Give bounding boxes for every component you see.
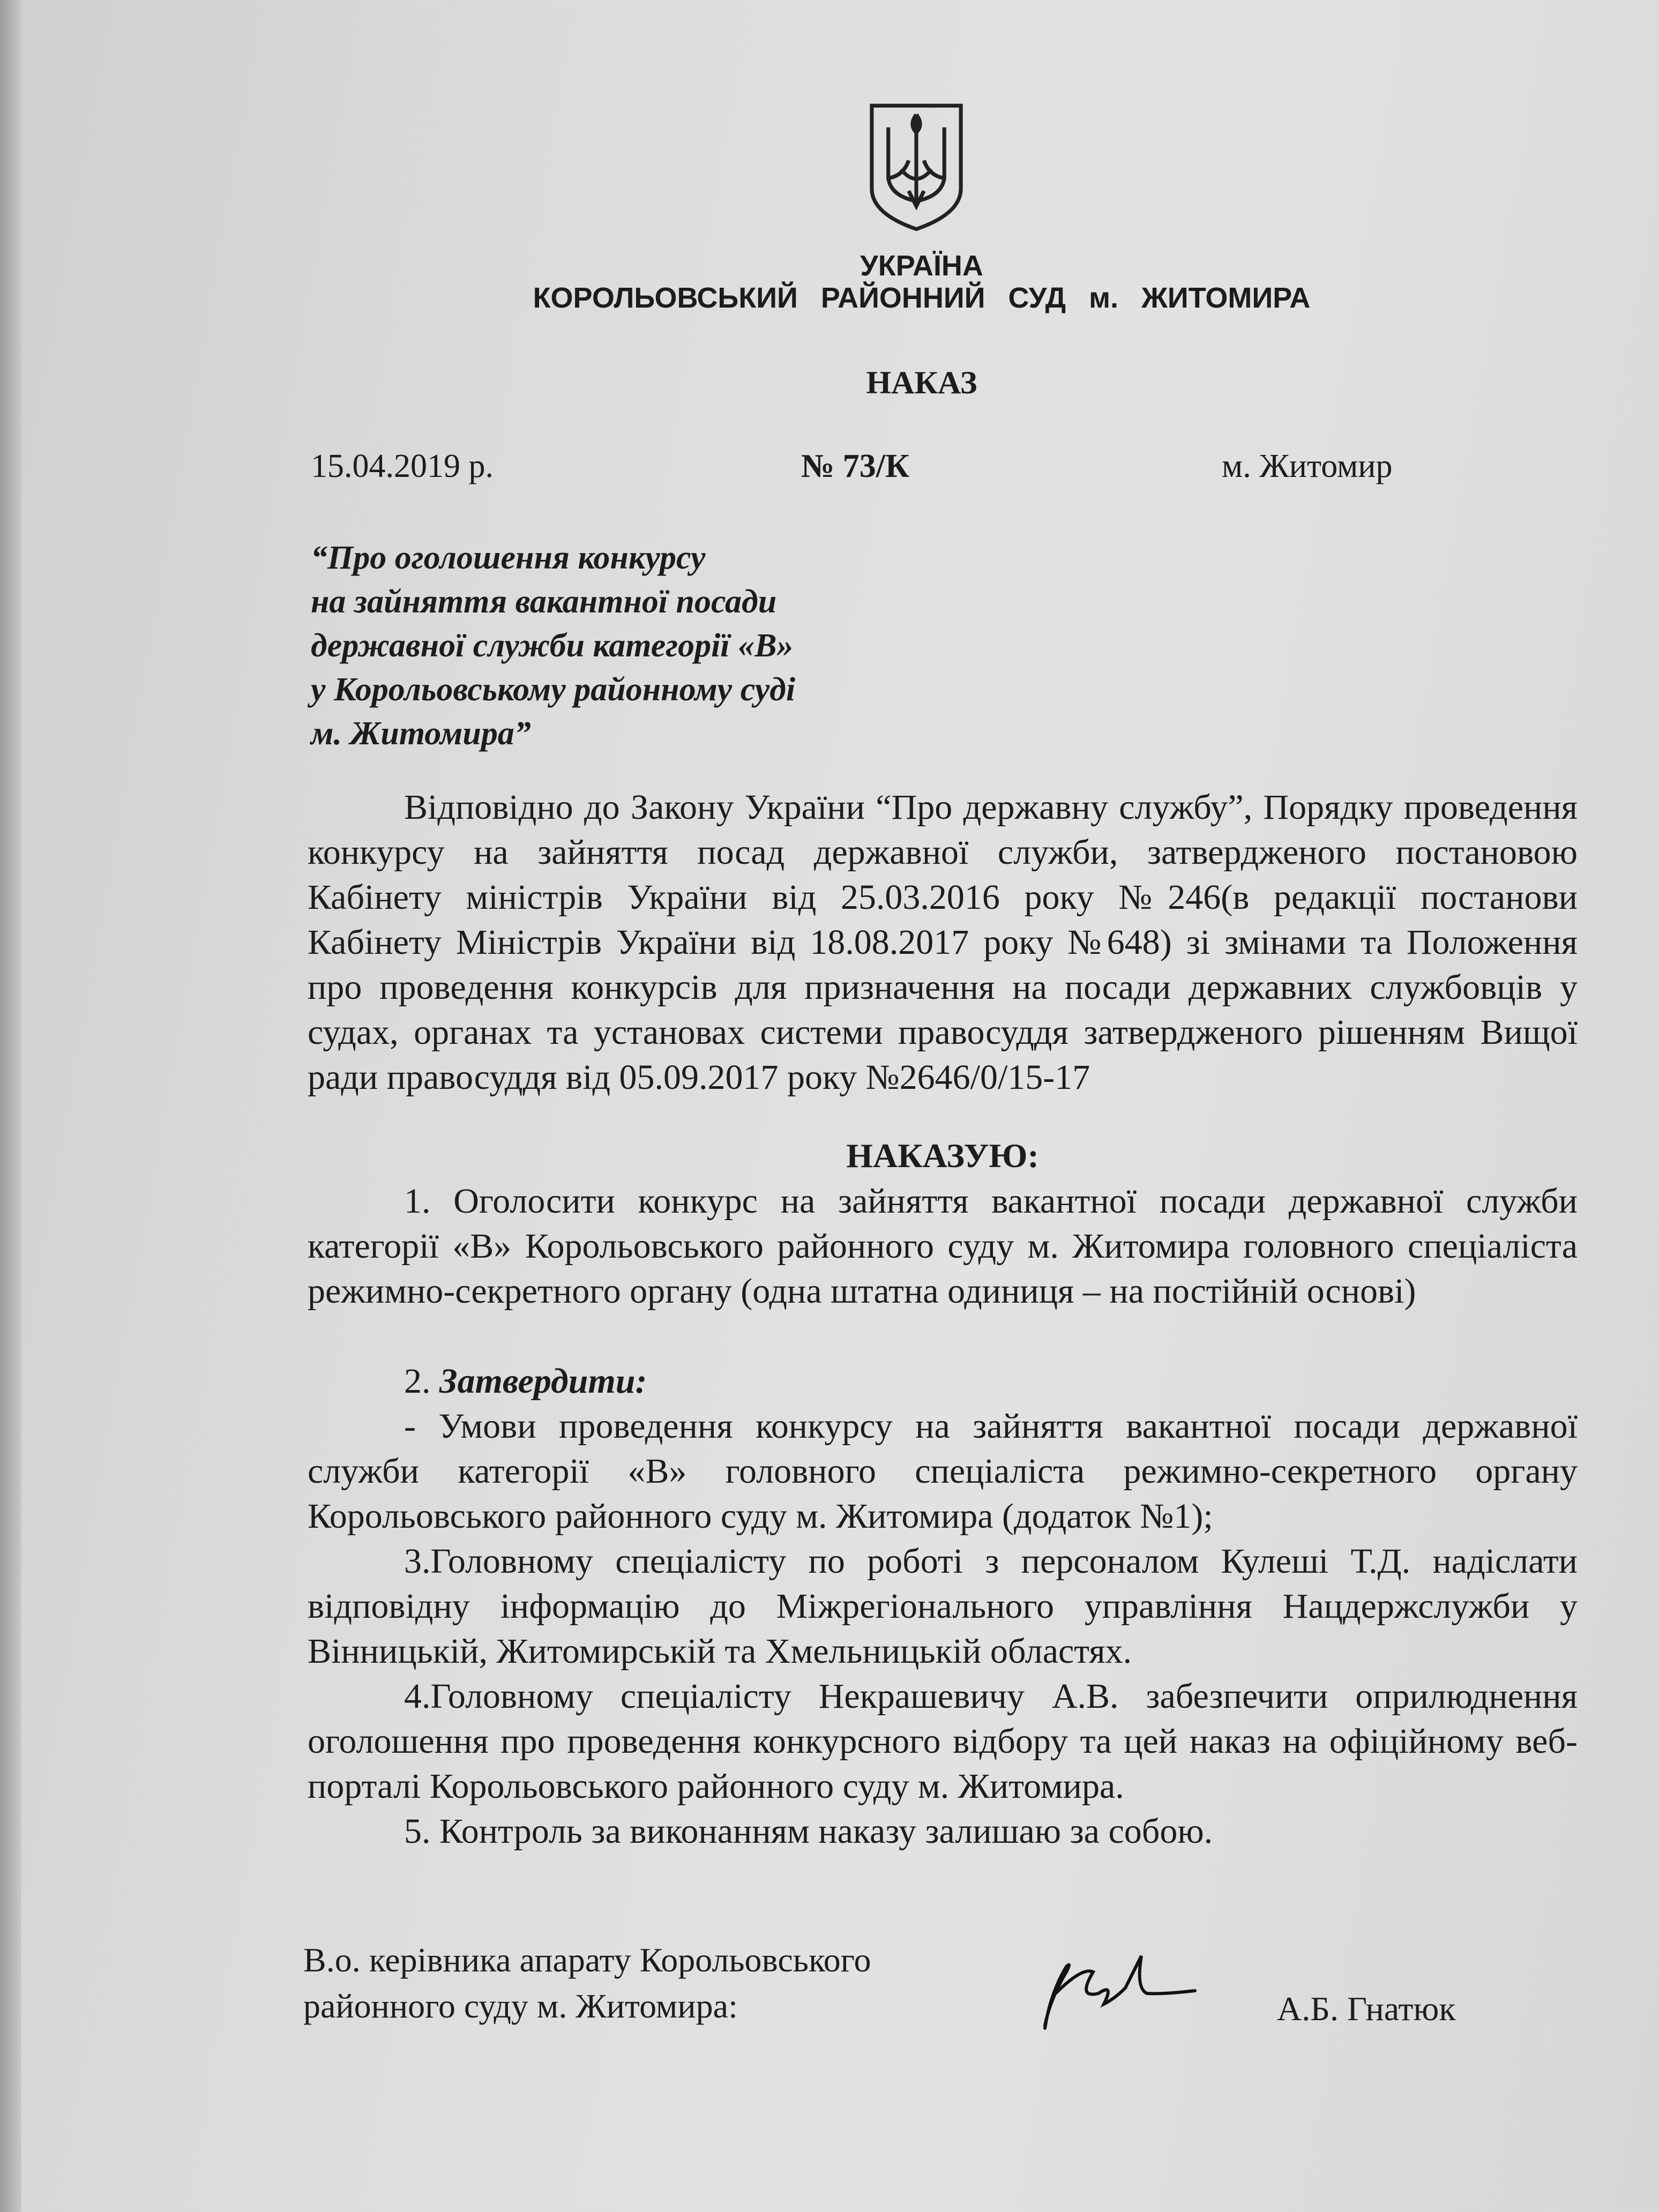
title-line: м. Житомира” xyxy=(311,715,531,752)
order-date: 15.04.2019 р. xyxy=(311,448,494,484)
order-item-2-sub: - Умови проведення конкурсу на зайняття вакантної посади державної служби категорії «В» головного спеціаліста режимно-секретного органу Корольовського районного суду м. Житомира (додаток №1); xyxy=(308,1407,1578,1536)
order-item-5: 5. Контроль за виконанням наказу залишаю за собою. xyxy=(404,1812,1213,1851)
title-line: у Корольовському районному суді xyxy=(311,671,796,708)
order-item-3: 3.Головному спеціалісту по роботі з персоналом Кулеші Т.Д. надіслати відповідну інформацію до Міжрегіонального управління Нацдержслужби у Вінницькій, Житомирській та Хмельницькій областях. xyxy=(308,1542,1578,1671)
page-stack-edge xyxy=(0,0,21,2212)
order-heading: НАКАЗУЮ: xyxy=(846,1137,1039,1175)
title-line: “Про оголошення конкурсу xyxy=(311,540,706,576)
order-number: № 73/К xyxy=(801,448,909,484)
preamble-paragraph: Відповідно до Закону України “Про державну службу”, Порядку проведення конкурсу на зайняття посад державної служби, затвердженого постановою Кабінету міністрів України від 25.03.2016 року №246(в редакції постанови Кабінету Міністрів України від 18.08.2017 року №648) зі змінами та Положення про проведення конкурсів для призначення на посади державних службовців у судах, органах та установах системи правосуддя затвердженого рішенням Вищої ради правосуддя від 05.09.2017 року №2646/0/15-17 xyxy=(308,788,1578,1097)
order-city: м. Житомир xyxy=(1222,448,1393,484)
signatory-line-2: районного суду м. Житомира: xyxy=(303,1987,738,2025)
handwritten-signature xyxy=(1034,1934,1222,2036)
trident-emblem-icon xyxy=(865,99,967,233)
court-heading: КОРОЛЬОВСЬКИЙ РАЙОННИЙ СУД м. ЖИТОМИРА xyxy=(533,282,1311,314)
signatory-name: А.Б. Гнатюк xyxy=(1277,1990,1456,2028)
document-type: НАКАЗ xyxy=(866,365,977,400)
order-title xyxy=(311,536,1061,756)
order-item-2 xyxy=(308,1359,1578,1404)
signatory-line-1: В.о. керівника апарату Корольовського xyxy=(303,1941,871,1979)
title-line: на зайняття вакантної посади xyxy=(311,584,777,620)
item-2-number: 2. xyxy=(404,1362,439,1401)
order-item-4: 4.Головному спеціалісту Некрашевичу А.В. забезпечити оприлюднення оголошення про проведення конкурсного відбору та цей наказ на офіційному веб-порталі Корольовського районного суду м. Житомира. xyxy=(308,1677,1578,1806)
country-heading: УКРАЇНА xyxy=(860,250,983,282)
order-item-1: 1. Оголосити конкурс на зайняття вакантної посади державної служби категорії «В» Корольовського районного суду м. Житомира головного спеціаліста режимно-секретного органу (одна штатна одиниця – на постійній основі) xyxy=(308,1182,1578,1311)
signatory-position xyxy=(303,1937,871,2029)
title-line: державної служби категорії «В» xyxy=(311,627,794,664)
item-2-label: Затвердити: xyxy=(439,1362,647,1401)
